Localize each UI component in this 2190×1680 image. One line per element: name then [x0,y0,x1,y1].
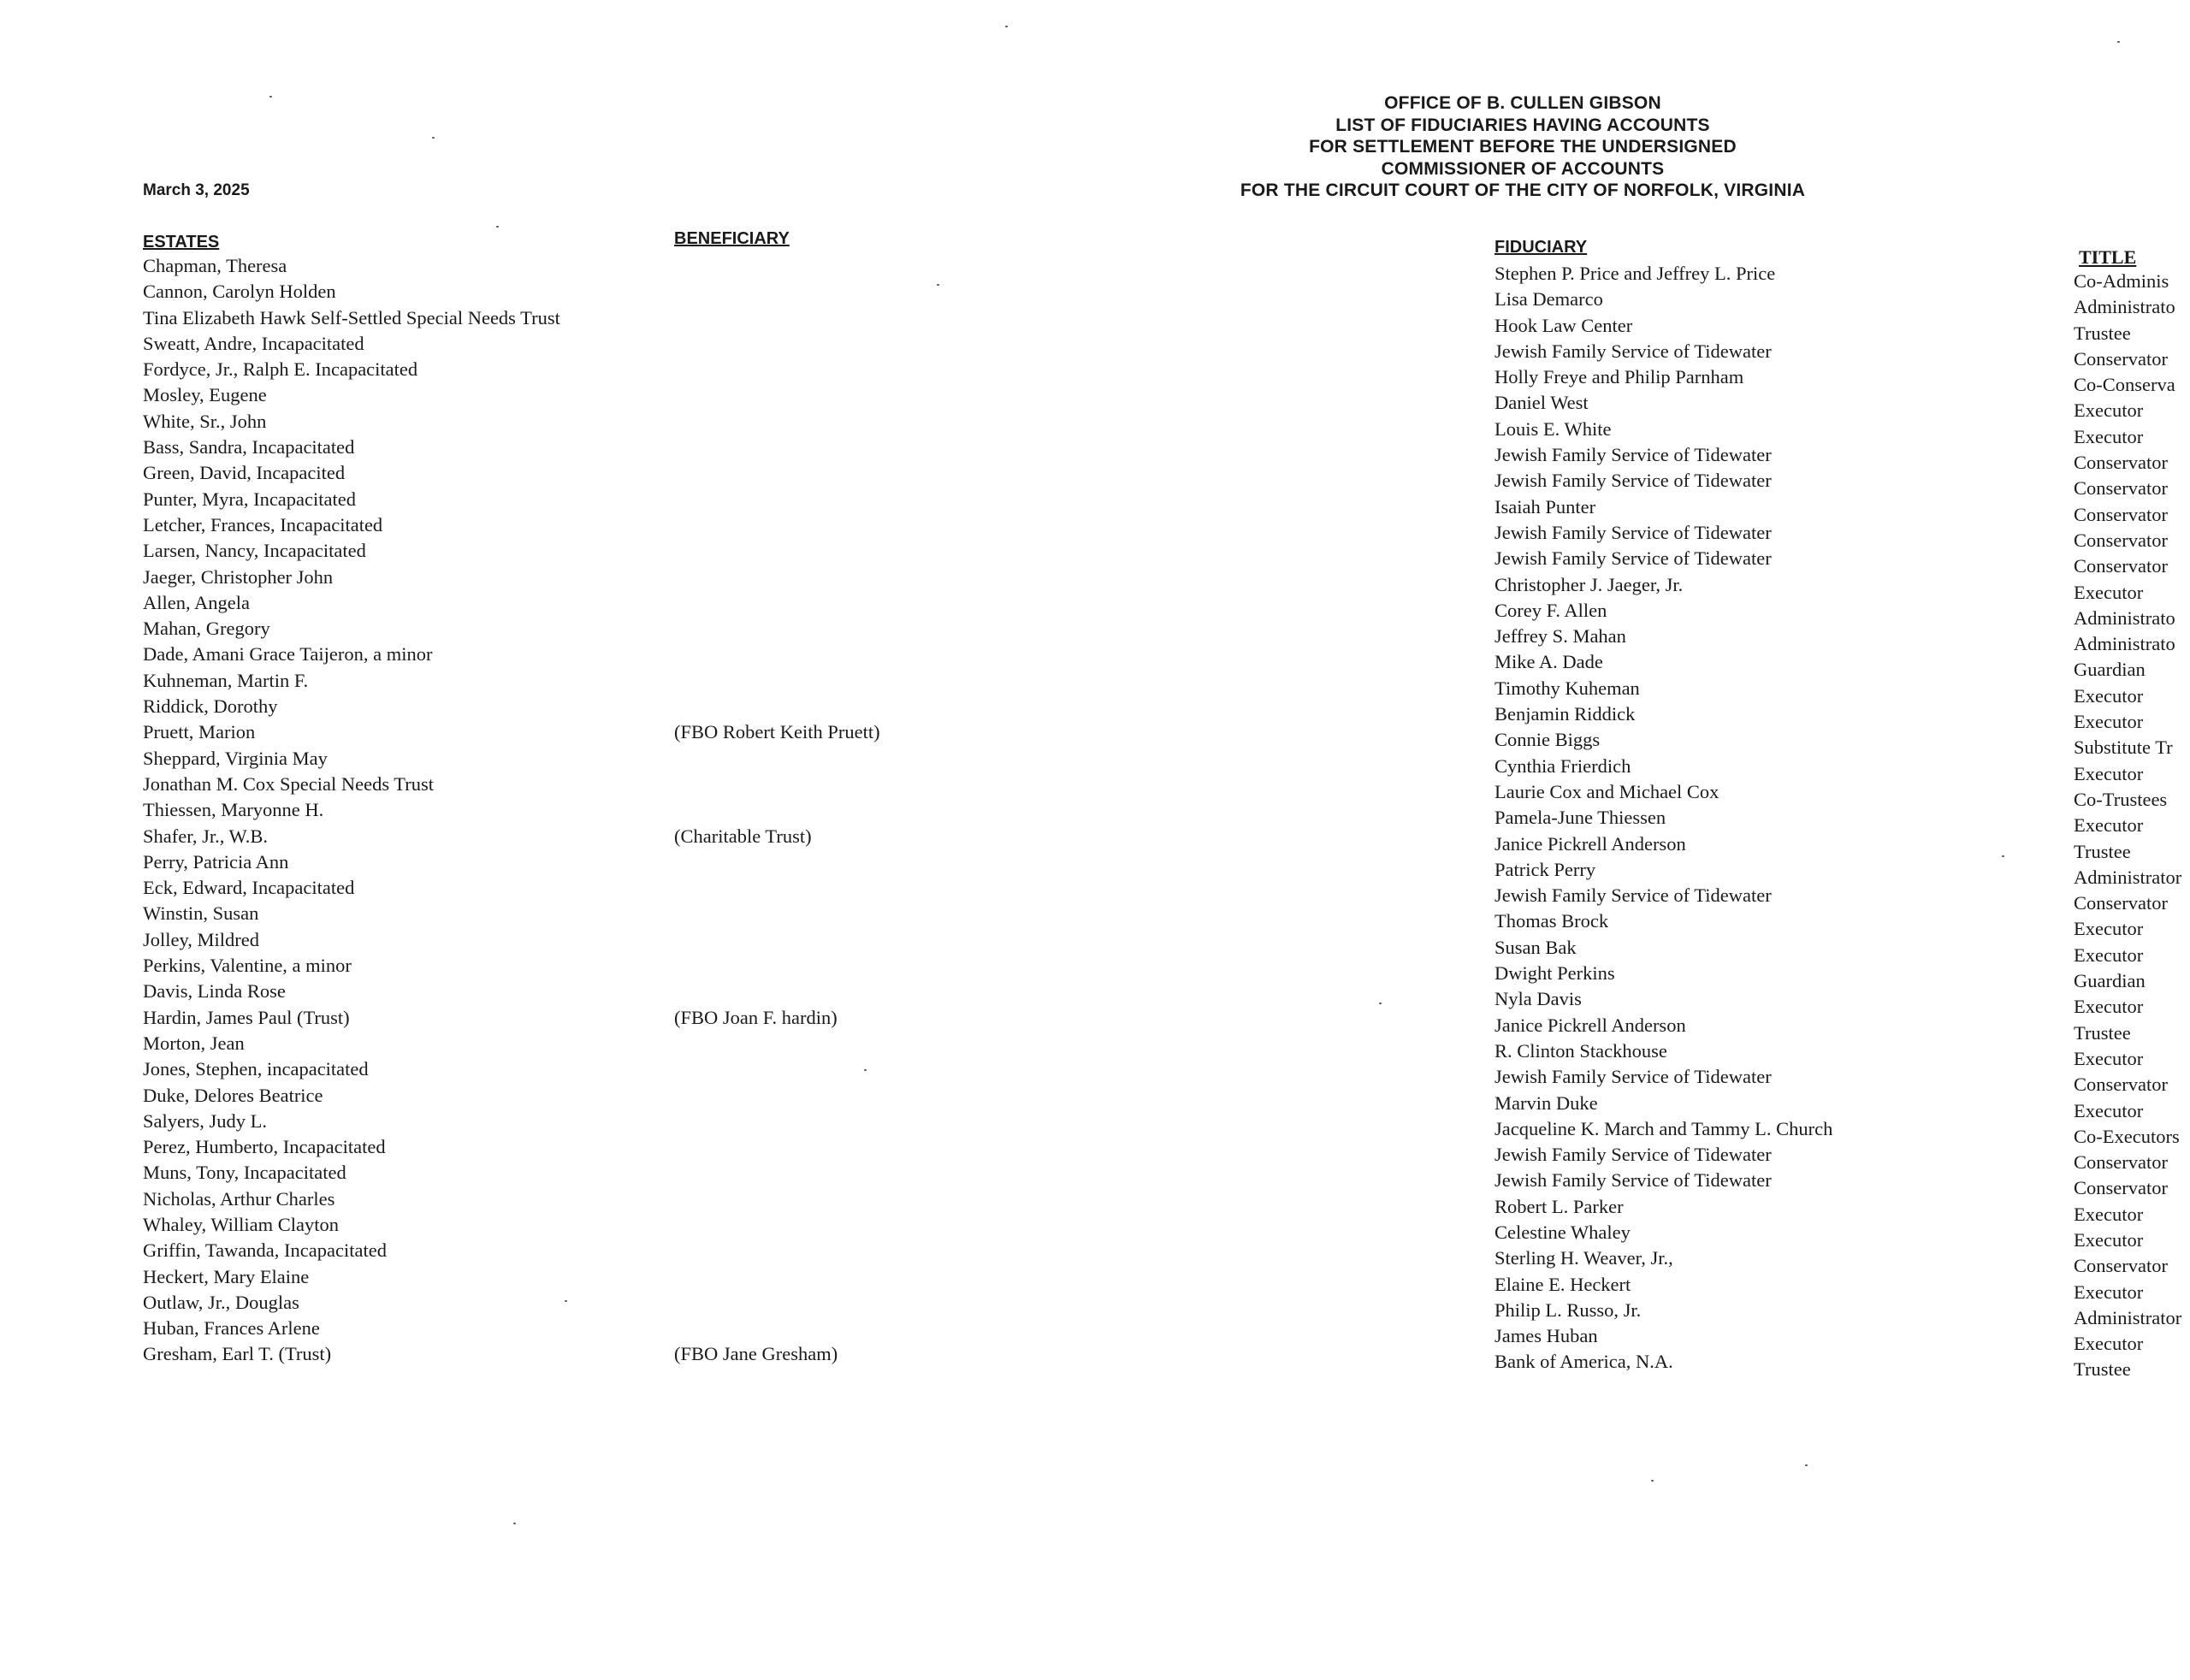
title-cell: Conservator [2074,1074,2168,1096]
fiduciary-cell: Janice Pickrell Anderson [1495,1014,1686,1036]
estate-cell: Davis, Linda Rose [143,980,286,1003]
fiduciary-cell: Thomas Brock [1495,910,1609,932]
beneficiary-cell [674,305,880,331]
beneficiary-cell [674,487,880,512]
scan-speck [513,1523,516,1524]
estate-cell: Salyers, Judy L. [143,1109,267,1132]
fiduciary-cell: Isaiah Punter [1495,495,1596,518]
estate-cell: Jones, Stephen, incapacitated [143,1058,369,1080]
scan-speck [565,1300,567,1302]
fiduciary-cell: Patrick Perry [1495,858,1596,880]
title-cell: Administrato [2074,633,2175,655]
title-cell: Executor [2074,944,2144,966]
estate-cell: Eck, Edward, Incapacitated [143,877,355,899]
scan-speck [1805,1464,1808,1466]
estate-cell: Mahan, Gregory [143,618,270,640]
beneficiary-column-header: BENEFICIARY [674,229,790,248]
header-line-commissioner: COMMISSIONER OF ACCOUNTS [1381,158,1665,179]
beneficiary-cell [674,1316,880,1341]
fiduciary-cell: Jewish Family Service of Tidewater [1495,547,1772,570]
title-cell: Executor [2074,581,2144,603]
fiduciary-cell: Philip L. Russo, Jr. [1495,1298,1642,1321]
estate-cell: Duke, Delores Beatrice [143,1084,323,1106]
estate-cell: Bass, Sandra, Incapacitated [143,436,355,458]
title-cell: Administrator [2074,1306,2182,1328]
title-cell: Conservator [2074,503,2168,525]
fiduciary-cell: Stephen P. Price and Jeffrey L. Price [1495,263,1776,284]
fiduciary-cell: Laurie Cox and Michael Cox [1495,780,1719,802]
estate-cell: Heckert, Mary Elaine [143,1265,310,1287]
fiduciary-cell: Daniel West [1495,392,1589,414]
beneficiary-cell [674,1186,880,1212]
title-cell: Conservator [2074,452,2168,474]
estate-cell: Allen, Angela [143,591,250,613]
estate-cell: Gresham, Earl T. (Trust) [143,1343,332,1365]
title-cell: Executor [2074,425,2144,447]
title-cell: Conservator [2074,892,2168,914]
estate-cell: Whaley, William Clayton [143,1213,340,1235]
estate-cell: Mosley, Eugene [143,384,267,406]
fiduciary-cell: Robert L. Parker [1495,1195,1624,1217]
fiduciary-cell: Celestine Whaley [1495,1221,1631,1243]
fiduciary-cell: Elaine E. Heckert [1495,1273,1631,1295]
beneficiary-cell [674,953,880,979]
title-cell: Trustee [2074,1358,2131,1381]
title-cell: Executor [2074,762,2144,784]
estate-cell: Huban, Frances Arlene [143,1317,320,1340]
title-cell: Executor [2074,684,2144,707]
title-cell: Executor [2074,918,2144,940]
beneficiary-cell [674,1109,880,1134]
title-cell: Guardian [2074,970,2146,992]
title-cell: Executor [2074,1333,2144,1355]
beneficiary-cell [674,1134,880,1160]
title-cell: Executor [2074,1047,2144,1069]
beneficiary-cell [674,616,880,642]
scan-speck [1005,26,1008,27]
beneficiary-cell [674,927,880,953]
beneficiary-cell [674,694,880,719]
estate-cell: Nicholas, Arthur Charles [143,1187,335,1210]
estate-cell: Jolley, Mildred [143,928,260,950]
estate-cell: Jaeger, Christopher John [143,565,334,588]
beneficiary-cell [674,279,880,305]
fiduciary-cell: Jewish Family Service of Tidewater [1495,470,1772,492]
fiduciary-cell: Dwight Perkins [1495,962,1615,985]
beneficiary-cell [674,668,880,694]
estate-cell: Griffin, Tawanda, Incapacitated [143,1239,387,1262]
fiduciary-cell: Jewish Family Service of Tidewater [1495,1144,1772,1166]
header-line-settlement: FOR SETTLEMENT BEFORE THE UNDERSIGNED [1309,137,1737,157]
fiduciary-cell: James Huban [1495,1325,1598,1347]
title-cell: Executor [2074,996,2144,1018]
fiduciary-cell: Holly Freye and Philip Parnham [1495,366,1744,388]
beneficiary-cell [674,565,880,590]
estate-cell: Hardin, James Paul (Trust) [143,1006,350,1028]
title-cell: Executor [2074,1228,2144,1251]
estate-cell: Pruett, Marion [143,721,256,743]
estate-cell: Green, David, Incapacited [143,462,346,484]
estate-cell: Morton, Jean [143,1032,245,1054]
scan-speck [937,284,939,286]
scan-speck [269,96,272,98]
estate-cell: Cannon, Carolyn Holden [143,281,336,303]
fiduciary-cell: Bank of America, N.A. [1495,1351,1673,1373]
beneficiary-cell [674,979,880,1004]
fiduciary-cell: Cynthia Frierdich [1495,754,1631,777]
scan-speck [864,1069,867,1071]
beneficiary-cell: (FBO Robert Keith Pruett) [674,721,880,743]
beneficiary-cell [674,1056,880,1082]
beneficiary-cell [674,1290,880,1316]
fiduciary-cell: Sterling H. Weaver, Jr., [1495,1247,1673,1269]
fiduciary-cell: Benjamin Riddick [1495,703,1636,725]
fiduciary-cell: Hook Law Center [1495,314,1633,336]
fiduciary-cell: Jewish Family Service of Tidewater [1495,444,1772,466]
estate-cell: Fordyce, Jr., Ralph E. Incapacitated [143,358,418,381]
title-cell: Conservator [2074,555,2168,577]
title-cell: Administrato [2074,296,2175,318]
title-cell: Guardian [2074,659,2146,681]
title-cell: Conservator [2074,477,2168,500]
scan-speck [1379,1003,1382,1004]
estate-cell: Kuhneman, Martin F. [143,669,309,691]
estate-cell: Outlaw, Jr., Douglas [143,1291,299,1313]
estate-cell: Perkins, Valentine, a minor [143,955,352,977]
fiduciary-cell: Louis E. White [1495,417,1612,440]
fiduciary-cell: Christopher J. Jaeger, Jr. [1495,573,1684,595]
estate-cell: Punter, Myra, Incapacitated [143,488,356,510]
header-line-court: FOR THE CIRCUIT COURT OF THE CITY OF NORFOLK, VIRGINIA [1240,180,1806,200]
fiduciary-column-header: FIDUCIARY [1495,238,1588,257]
fiduciary-cell: Jewish Family Service of Tidewater [1495,1066,1772,1088]
fiduciary-cell: Connie Biggs [1495,729,1601,751]
header-line-office: OFFICE OF B. CULLEN GIBSON [1384,93,1661,113]
fiduciary-cell: Jewish Family Service of Tidewater [1495,884,1772,907]
fiduciary-cell: Jacqueline K. March and Tammy L. Church [1495,1117,1833,1139]
beneficiary-cell [674,875,880,901]
estate-cell: Riddick, Dorothy [143,695,278,718]
title-cell: Administrato [2074,606,2175,629]
beneficiary-cell: (FBO Jane Gresham) [674,1343,838,1365]
fiduciary-cell: Jewish Family Service of Tidewater [1495,1169,1772,1192]
estate-cell: Perez, Humberto, Incapacitated [143,1136,386,1158]
estate-cell: Sheppard, Virginia May [143,747,328,769]
beneficiary-cell [674,1160,880,1186]
estate-cell: Tina Elizabeth Hawk Self-Settled Special Needs Trust [143,306,560,328]
fiduciary-cell: Jeffrey S. Mahan [1495,625,1626,648]
beneficiary-cell [674,901,880,926]
beneficiary-cell [674,1083,880,1109]
title-column [2074,269,2190,1383]
header-line-list: LIST OF FIDUCIARIES HAVING ACCOUNTS [1335,115,1710,135]
title-cell: Executor [2074,711,2144,733]
title-cell: Co-Trustees [2074,788,2168,810]
beneficiary-cell [674,590,880,616]
title-cell: Substitute Tr [2074,736,2173,759]
estate-cell: Sweatt, Andre, Incapacitated [143,332,364,354]
document-date: March 3, 2025 [143,181,250,199]
beneficiary-cell [674,642,880,667]
beneficiary-cell [674,357,880,382]
title-cell: Trustee [2074,840,2131,862]
beneficiary-cell [674,382,880,408]
fiduciary-cell: Susan Bak [1495,936,1577,958]
fiduciary-cell: Marvin Duke [1495,1091,1598,1114]
fiduciary-cell: Pamela-June Thiessen [1495,807,1666,829]
scan-speck [496,226,499,228]
beneficiary-cell [674,772,880,797]
title-cell: Executor [2074,1203,2144,1225]
beneficiary-cell: (FBO Joan F. hardin) [674,1006,838,1028]
beneficiary-cell: (Charitable Trust) [674,825,812,847]
beneficiary-column [674,253,880,1368]
estate-cell: Winstin, Susan [143,902,259,925]
estate-cell: Shafer, Jr., W.B. [143,825,268,847]
beneficiary-cell [674,1031,880,1056]
fiduciary-cell: Nyla Davis [1495,988,1582,1010]
title-cell: Trustee [2074,322,2131,344]
fiduciary-cell: Jewish Family Service of Tidewater [1495,521,1772,543]
fiduciary-column [1495,261,1832,1375]
scan-speck [432,137,435,139]
title-cell: Conservator [2074,1151,2168,1174]
estate-cell: Jonathan M. Cox Special Needs Trust [143,772,434,795]
title-cell: Conservator [2074,347,2168,370]
fiduciary-cell: Corey F. Allen [1495,599,1607,621]
estate-cell: Perry, Patricia Ann [143,850,289,873]
title-column-header: TITLE [2079,246,2137,268]
title-cell: Conservator [2074,1255,2168,1277]
scan-speck [2117,41,2120,43]
title-cell: Conservator [2074,1177,2168,1199]
title-cell: Executor [2074,1099,2144,1121]
title-cell: Co-Executors [2074,1125,2180,1147]
beneficiary-cell [674,538,880,564]
beneficiary-cell [674,1238,880,1263]
beneficiary-cell [674,253,880,279]
title-cell: Co-Adminis [2074,270,2169,292]
fiduciary-cell: Janice Pickrell Anderson [1495,832,1686,855]
beneficiary-cell [674,331,880,357]
fiduciary-cell: R. Clinton Stackhouse [1495,1039,1667,1062]
scan-speck [1651,1480,1654,1482]
beneficiary-cell [674,849,880,875]
estate-cell: Larsen, Nancy, Incapacitated [143,540,366,562]
fiduciary-cell: Lisa Demarco [1495,288,1603,311]
scan-speck [2002,855,2004,857]
title-cell: Executor [2074,399,2144,422]
estate-cell: Muns, Tony, Incapacitated [143,1162,346,1184]
beneficiary-cell [674,435,880,460]
estate-cell: Letcher, Frances, Incapacitated [143,513,383,535]
estates-column [143,253,560,1368]
fiduciary-cell: Mike A. Dade [1495,651,1603,673]
estate-cell: Chapman, Theresa [143,255,287,276]
beneficiary-cell [674,1264,880,1290]
title-cell: Co-Conserva [2074,374,2175,396]
estates-column-header: ESTATES [143,233,220,251]
estate-cell: White, Sr., John [143,410,267,432]
title-cell: Executor [2074,814,2144,837]
fiduciary-cell: Timothy Kuheman [1495,677,1640,699]
title-cell: Executor [2074,1281,2144,1303]
fiduciary-cell: Jewish Family Service of Tidewater [1495,340,1772,362]
beneficiary-cell [674,746,880,772]
beneficiary-cell [674,797,880,823]
estate-cell: Dade, Amani Grace Taijeron, a minor [143,643,433,665]
beneficiary-cell [674,512,880,538]
title-cell: Trustee [2074,1021,2131,1044]
title-cell: Conservator [2074,529,2168,551]
beneficiary-cell [674,1212,880,1238]
title-cell: Administrator [2074,866,2182,888]
beneficiary-cell [674,460,880,486]
beneficiary-cell [674,409,880,435]
estate-cell: Thiessen, Maryonne H. [143,799,324,821]
document-header [1095,92,1950,202]
